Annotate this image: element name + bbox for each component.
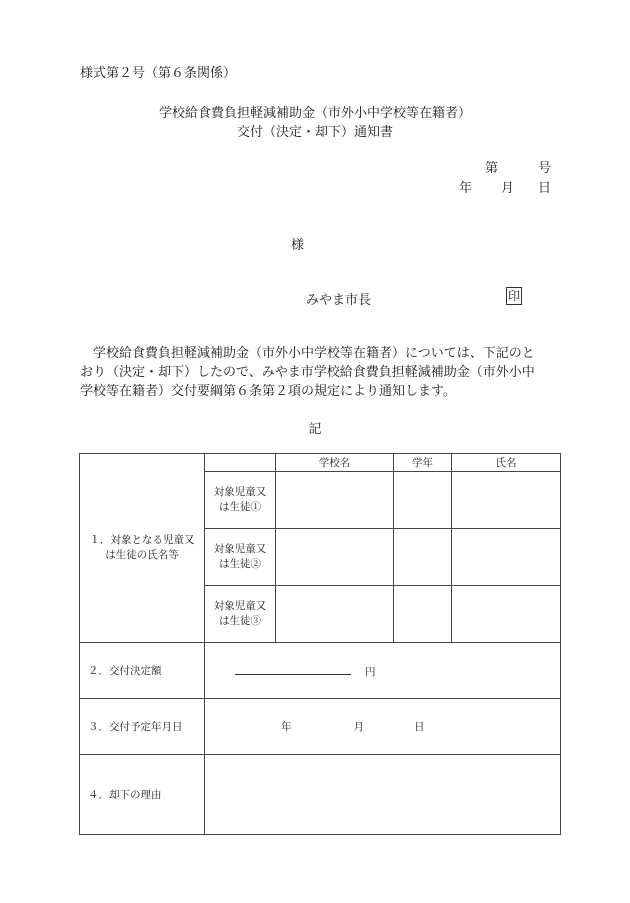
date-day: 日 <box>538 181 552 196</box>
student-1-label-a: 対象児童又 <box>213 486 267 498</box>
amount-blank-line <box>235 662 351 675</box>
addressee-suffix: 様 <box>291 238 305 253</box>
header-student-name: 氏名 <box>452 454 561 472</box>
grant-amount-cell[interactable] <box>205 643 561 699</box>
student-1-name-cell[interactable] <box>452 472 561 529</box>
scheduled-day: 日 <box>414 721 425 733</box>
body-line-1: 学校給食費負担軽減補助金（市外小中学校等在籍者）については、下記のと <box>93 346 535 361</box>
student-2-school-cell[interactable] <box>276 529 394 586</box>
body-paragraph <box>80 344 560 401</box>
table-header-row <box>80 454 561 472</box>
grant-amount-label: ２．交付決定額 <box>80 643 205 699</box>
doc-number-dai: 第 <box>485 161 499 176</box>
table-row <box>80 699 561 755</box>
rejection-reason-cell[interactable] <box>205 755 561 835</box>
table-row <box>80 643 561 699</box>
student-2-label-b: は生徒② <box>219 558 261 570</box>
student-3-school-cell[interactable] <box>276 586 394 643</box>
document-title-line2: 交付（決定・却下）通知書 <box>236 125 393 140</box>
student-3-label <box>205 586 276 643</box>
student-3-grade-cell[interactable] <box>394 586 452 643</box>
issuer-name: みやま市長 <box>306 293 372 308</box>
date-month: 月 <box>501 181 515 196</box>
body-line-2: おり（決定・却下）したので、みやま市学校給食費負担軽減補助金（市外小中 <box>80 365 535 380</box>
seal-mark: 印 <box>507 289 520 303</box>
header-blank-cell <box>205 454 276 472</box>
doc-number-go: 号 <box>538 161 552 176</box>
student-1-label-b: は生徒① <box>219 501 261 513</box>
rejection-reason-label: ４．却下の理由 <box>80 755 205 835</box>
target-students-label-b: は生徒の氏名等 <box>105 549 179 561</box>
scheduled-year: 年 <box>281 721 292 733</box>
body-line-3: 学校等在籍者）交付要綱第６条第２項の規定により通知します。 <box>80 384 456 399</box>
details-table <box>79 453 561 835</box>
ki-heading: 記 <box>308 422 322 437</box>
student-3-label-a: 対象児童又 <box>213 600 267 612</box>
header-grade: 学年 <box>394 454 452 472</box>
student-1-grade-cell[interactable] <box>394 472 452 529</box>
student-3-label-b: は生徒③ <box>219 615 261 627</box>
target-students-label-cell <box>80 454 205 643</box>
scheduled-month: 月 <box>353 721 364 733</box>
student-2-label <box>205 529 276 586</box>
form-number: 様式第２号（第６条関係） <box>80 66 237 81</box>
target-students-label-a: １．対象となる児童又 <box>89 534 195 546</box>
scheduled-date-label: ３．交付予定年月日 <box>80 699 205 755</box>
student-1-school-cell[interactable] <box>276 472 394 529</box>
date-year: 年 <box>459 181 473 196</box>
table-row <box>80 755 561 835</box>
yen-unit: 円 <box>365 666 376 678</box>
student-2-name-cell[interactable] <box>452 529 561 586</box>
header-school-name: 学校名 <box>276 454 394 472</box>
student-2-label-a: 対象児童又 <box>213 543 267 555</box>
student-3-name-cell[interactable] <box>452 586 561 643</box>
document-title-line1: 学校給食費負担軽減補助金（市外小中学校等在籍者） <box>158 106 471 121</box>
student-1-label <box>205 472 276 529</box>
scheduled-date-cell[interactable] <box>205 699 561 755</box>
student-2-grade-cell[interactable] <box>394 529 452 586</box>
